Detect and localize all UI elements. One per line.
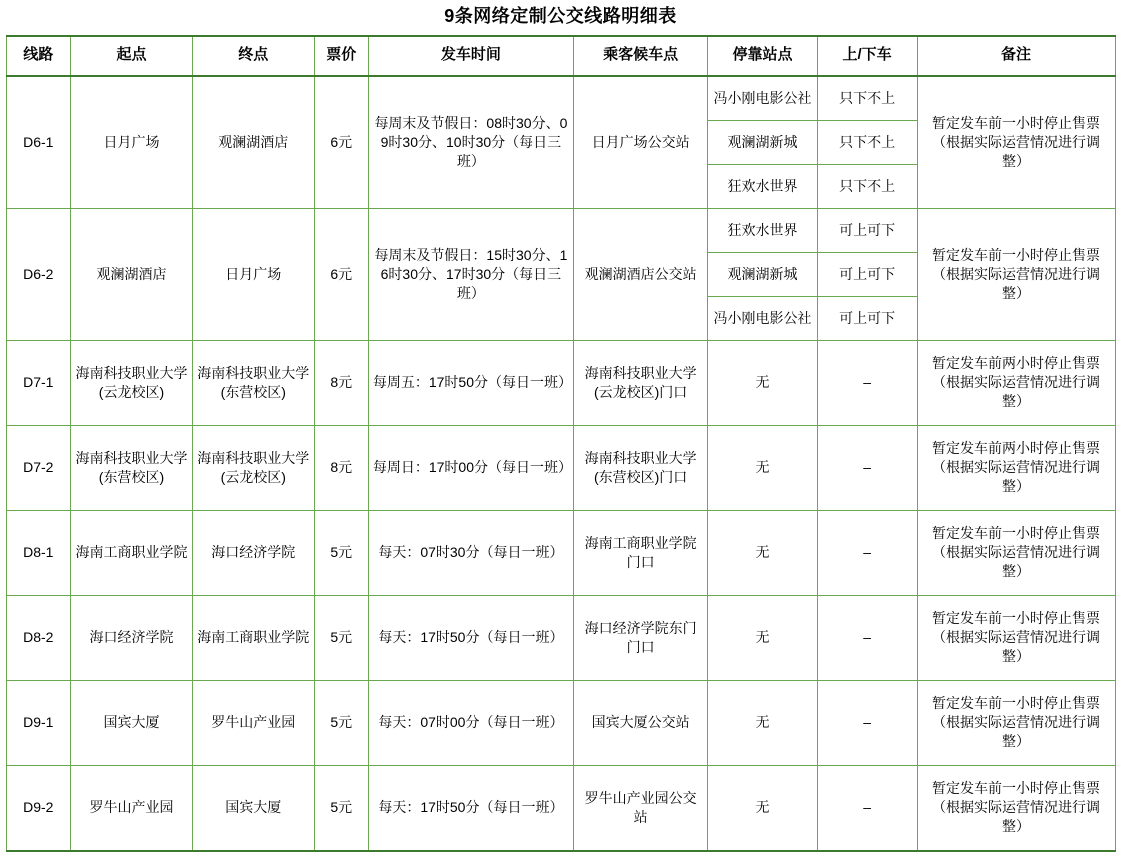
header-start: 起点	[71, 36, 193, 76]
cell-line: D9-1	[6, 680, 71, 765]
header-departure-time: 发车时间	[368, 36, 573, 76]
cell-boarding: 可上可下	[817, 208, 917, 252]
cell-fare: 5元	[314, 765, 368, 851]
cell-stop: 无	[708, 595, 817, 680]
header-waiting-point: 乘客候车点	[573, 36, 707, 76]
cell-waiting-point: 海南科技职业大学(东营校区)门口	[573, 425, 707, 510]
cell-start: 海口经济学院	[71, 595, 193, 680]
cell-remarks: 暂定发车前两小时停止售票（根据实际运营情况进行调整）	[917, 425, 1115, 510]
cell-remarks: 暂定发车前一小时停止售票（根据实际运营情况进行调整）	[917, 680, 1115, 765]
cell-departure-time: 每周日：17时00分（每日一班）	[368, 425, 573, 510]
cell-boarding: 只下不上	[817, 76, 917, 121]
cell-waiting-point: 国宾大厦公交站	[573, 680, 707, 765]
table-row	[6, 765, 1115, 851]
cell-end: 海南工商职业学院	[192, 595, 314, 680]
cell-waiting-point: 观澜湖酒店公交站	[573, 208, 707, 340]
bus-routes-table	[6, 35, 1116, 852]
cell-stop: 观澜湖新城	[708, 120, 817, 164]
cell-remarks: 暂定发车前一小时停止售票（根据实际运营情况进行调整）	[917, 208, 1115, 340]
cell-boarding: –	[817, 595, 917, 680]
cell-stop: 观澜湖新城	[708, 252, 817, 296]
cell-end: 国宾大厦	[192, 765, 314, 851]
cell-stop: 无	[708, 680, 817, 765]
cell-remarks: 暂定发车前一小时停止售票（根据实际运营情况进行调整）	[917, 510, 1115, 595]
cell-line: D6-1	[6, 76, 71, 209]
table-row	[6, 595, 1115, 680]
cell-waiting-point: 海口经济学院东门门口	[573, 595, 707, 680]
cell-stop: 狂欢水世界	[708, 164, 817, 208]
cell-remarks: 暂定发车前一小时停止售票（根据实际运营情况进行调整）	[917, 595, 1115, 680]
cell-departure-time: 每周五：17时50分（每日一班）	[368, 340, 573, 425]
cell-departure-time: 每天：07时30分（每日一班）	[368, 510, 573, 595]
cell-end: 海南科技职业大学(云龙校区)	[192, 425, 314, 510]
cell-boarding: 只下不上	[817, 164, 917, 208]
cell-departure-time: 每周末及节假日：15时30分、16时30分、17时30分（每日三班）	[368, 208, 573, 340]
cell-boarding: 可上可下	[817, 296, 917, 340]
cell-boarding: 只下不上	[817, 120, 917, 164]
cell-waiting-point: 海南科技职业大学(云龙校区)门口	[573, 340, 707, 425]
table-row	[6, 76, 1115, 121]
table-header	[6, 36, 1115, 76]
cell-stop: 无	[708, 340, 817, 425]
table-row	[6, 425, 1115, 510]
cell-line: D8-2	[6, 595, 71, 680]
cell-fare: 6元	[314, 76, 368, 209]
cell-departure-time: 每天：17时50分（每日一班）	[368, 595, 573, 680]
cell-start: 罗牛山产业园	[71, 765, 193, 851]
cell-line: D6-2	[6, 208, 71, 340]
cell-line: D7-2	[6, 425, 71, 510]
header-end: 终点	[192, 36, 314, 76]
cell-waiting-point: 日月广场公交站	[573, 76, 707, 209]
cell-stop: 冯小刚电影公社	[708, 76, 817, 121]
cell-remarks: 暂定发车前两小时停止售票（根据实际运营情况进行调整）	[917, 340, 1115, 425]
cell-waiting-point: 海南工商职业学院门口	[573, 510, 707, 595]
cell-departure-time: 每天：07时00分（每日一班）	[368, 680, 573, 765]
cell-end: 观澜湖酒店	[192, 76, 314, 209]
cell-departure-time: 每天：17时50分（每日一班）	[368, 765, 573, 851]
cell-boarding: –	[817, 680, 917, 765]
cell-stop: 狂欢水世界	[708, 208, 817, 252]
table-row	[6, 510, 1115, 595]
cell-fare: 5元	[314, 680, 368, 765]
page-title: 9条网络定制公交线路明细表	[444, 6, 677, 26]
cell-remarks: 暂定发车前一小时停止售票（根据实际运营情况进行调整）	[917, 76, 1115, 209]
cell-fare: 6元	[314, 208, 368, 340]
cell-start: 观澜湖酒店	[71, 208, 193, 340]
cell-line: D7-1	[6, 340, 71, 425]
cell-remarks: 暂定发车前一小时停止售票（根据实际运营情况进行调整）	[917, 765, 1115, 851]
cell-waiting-point: 罗牛山产业园公交站	[573, 765, 707, 851]
cell-end: 日月广场	[192, 208, 314, 340]
cell-start: 海南工商职业学院	[71, 510, 193, 595]
cell-start: 海南科技职业大学(云龙校区)	[71, 340, 193, 425]
cell-start: 日月广场	[71, 76, 193, 209]
table-row	[6, 208, 1115, 252]
table-row	[6, 340, 1115, 425]
cell-stop: 无	[708, 425, 817, 510]
cell-boarding: –	[817, 425, 917, 510]
cell-end: 海南科技职业大学(东营校区)	[192, 340, 314, 425]
cell-fare: 8元	[314, 425, 368, 510]
cell-boarding: 可上可下	[817, 252, 917, 296]
cell-end: 海口经济学院	[192, 510, 314, 595]
cell-stop: 冯小刚电影公社	[708, 296, 817, 340]
cell-boarding: –	[817, 340, 917, 425]
header-line: 线路	[6, 36, 71, 76]
cell-stop: 无	[708, 510, 817, 595]
cell-stop: 无	[708, 765, 817, 851]
cell-boarding: –	[817, 510, 917, 595]
cell-line: D8-1	[6, 510, 71, 595]
header-stops: 停靠站点	[708, 36, 817, 76]
header-row	[6, 36, 1115, 76]
table-row	[6, 680, 1115, 765]
cell-fare: 5元	[314, 595, 368, 680]
header-remarks: 备注	[917, 36, 1115, 76]
cell-boarding: –	[817, 765, 917, 851]
header-fare: 票价	[314, 36, 368, 76]
cell-end: 罗牛山产业园	[192, 680, 314, 765]
cell-line: D9-2	[6, 765, 71, 851]
cell-fare: 8元	[314, 340, 368, 425]
cell-start: 国宾大厦	[71, 680, 193, 765]
cell-departure-time: 每周末及节假日：08时30分、09时30分、10时30分（每日三班）	[368, 76, 573, 209]
header-boarding: 上/下车	[817, 36, 917, 76]
table-body	[6, 76, 1115, 851]
cell-fare: 5元	[314, 510, 368, 595]
cell-start: 海南科技职业大学(东营校区)	[71, 425, 193, 510]
